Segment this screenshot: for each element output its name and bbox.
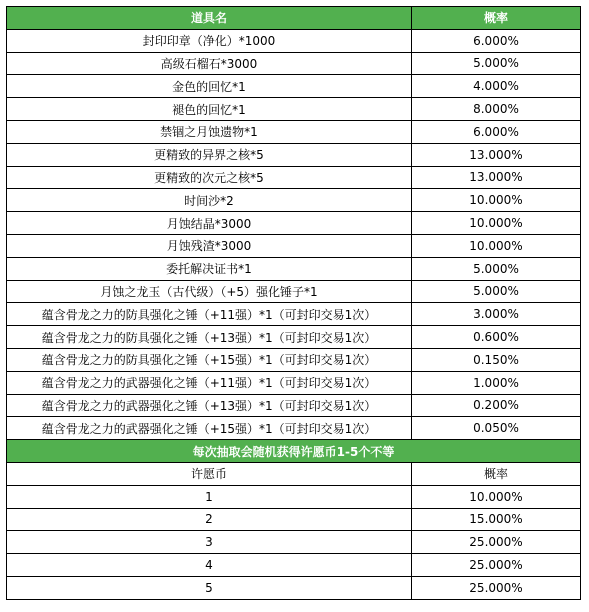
table-row (7, 531, 581, 554)
probability-table (6, 6, 581, 600)
column-header-wish-coin: 许愿币 (7, 462, 412, 485)
item-name-cell: 蕴含骨龙之力的武器强化之锤（+15强）*1（可封印交易1次） (7, 417, 412, 440)
table-row (7, 508, 581, 531)
column-header-wish-coin-rate: 概率 (412, 462, 581, 485)
table-row (7, 371, 581, 394)
item-name-cell: 褪色的回忆*1 (7, 98, 412, 121)
table-row (7, 29, 581, 52)
item-name-cell: 禁锢之月蚀遗物*1 (7, 120, 412, 143)
table-row (7, 303, 581, 326)
column-header-rate: 概率 (412, 7, 581, 30)
item-rate-cell: 4.000% (412, 75, 581, 98)
item-rate-cell: 8.000% (412, 98, 581, 121)
table-row (7, 166, 581, 189)
table-row (7, 143, 581, 166)
item-name-cell: 金色的回忆*1 (7, 75, 412, 98)
table-row (7, 417, 581, 440)
table-row (7, 394, 581, 417)
item-rate-cell: 0.200% (412, 394, 581, 417)
item-name-cell: 蕴含骨龙之力的防具强化之锤（+13强）*1（可封印交易1次） (7, 326, 412, 349)
wish-coin-rate-cell: 25.000% (412, 531, 581, 554)
table-row (7, 98, 581, 121)
item-name-cell: 月蚀结晶*3000 (7, 212, 412, 235)
table-row (7, 212, 581, 235)
probability-table-container (6, 6, 580, 600)
item-name-cell: 更精致的次元之核*5 (7, 166, 412, 189)
item-name-cell: 时间沙*2 (7, 189, 412, 212)
wish-coin-count-cell: 1 (7, 485, 412, 508)
item-rate-cell: 6.000% (412, 120, 581, 143)
item-rate-cell: 10.000% (412, 212, 581, 235)
item-name-cell: 蕴含骨龙之力的防具强化之锤（+15强）*1（可封印交易1次） (7, 348, 412, 371)
column-header-item-name: 道具名 (7, 7, 412, 30)
table-row (7, 75, 581, 98)
item-rate-cell: 13.000% (412, 166, 581, 189)
table-row (7, 326, 581, 349)
item-name-cell: 蕴含骨龙之力的武器强化之锤（+13强）*1（可封印交易1次） (7, 394, 412, 417)
item-rate-cell: 5.000% (412, 52, 581, 75)
wish-coin-rate-cell: 10.000% (412, 485, 581, 508)
wish-coin-count-cell: 4 (7, 554, 412, 577)
wish-coin-section-title-row (7, 440, 581, 463)
item-name-cell: 月蚀残渣*3000 (7, 234, 412, 257)
item-rate-cell: 10.000% (412, 189, 581, 212)
item-name-cell: 蕴含骨龙之力的武器强化之锤（+11强）*1（可封印交易1次） (7, 371, 412, 394)
table-body (7, 7, 581, 600)
wish-coin-count-cell: 2 (7, 508, 412, 531)
wish-coin-header-row (7, 462, 581, 485)
item-name-cell: 蕴含骨龙之力的防具强化之锤（+11强）*1（可封印交易1次） (7, 303, 412, 326)
table-row (7, 257, 581, 280)
item-rate-cell: 3.000% (412, 303, 581, 326)
wish-coin-section-title: 每次抽取会随机获得许愿币1-5个不等 (7, 440, 581, 463)
table-row (7, 576, 581, 599)
item-rate-cell: 13.000% (412, 143, 581, 166)
table-row (7, 348, 581, 371)
item-rate-cell: 6.000% (412, 29, 581, 52)
item-name-cell: 封印印章（净化）*1000 (7, 29, 412, 52)
item-name-cell: 月蚀之龙玉（古代级）（+5）强化锤子*1 (7, 280, 412, 303)
table-row (7, 52, 581, 75)
item-rate-cell: 10.000% (412, 234, 581, 257)
item-name-cell: 委托解决证书*1 (7, 257, 412, 280)
table-header-row (7, 7, 581, 30)
item-rate-cell: 0.050% (412, 417, 581, 440)
item-rate-cell: 0.600% (412, 326, 581, 349)
wish-coin-rate-cell: 25.000% (412, 554, 581, 577)
wish-coin-count-cell: 3 (7, 531, 412, 554)
wish-coin-rate-cell: 15.000% (412, 508, 581, 531)
table-row (7, 120, 581, 143)
item-rate-cell: 5.000% (412, 257, 581, 280)
item-rate-cell: 5.000% (412, 280, 581, 303)
item-rate-cell: 1.000% (412, 371, 581, 394)
table-row (7, 485, 581, 508)
wish-coin-rate-cell: 25.000% (412, 576, 581, 599)
item-name-cell: 更精致的异界之核*5 (7, 143, 412, 166)
table-row (7, 280, 581, 303)
wish-coin-count-cell: 5 (7, 576, 412, 599)
item-name-cell: 高级石榴石*3000 (7, 52, 412, 75)
table-row (7, 554, 581, 577)
table-row (7, 234, 581, 257)
table-row (7, 189, 581, 212)
item-rate-cell: 0.150% (412, 348, 581, 371)
